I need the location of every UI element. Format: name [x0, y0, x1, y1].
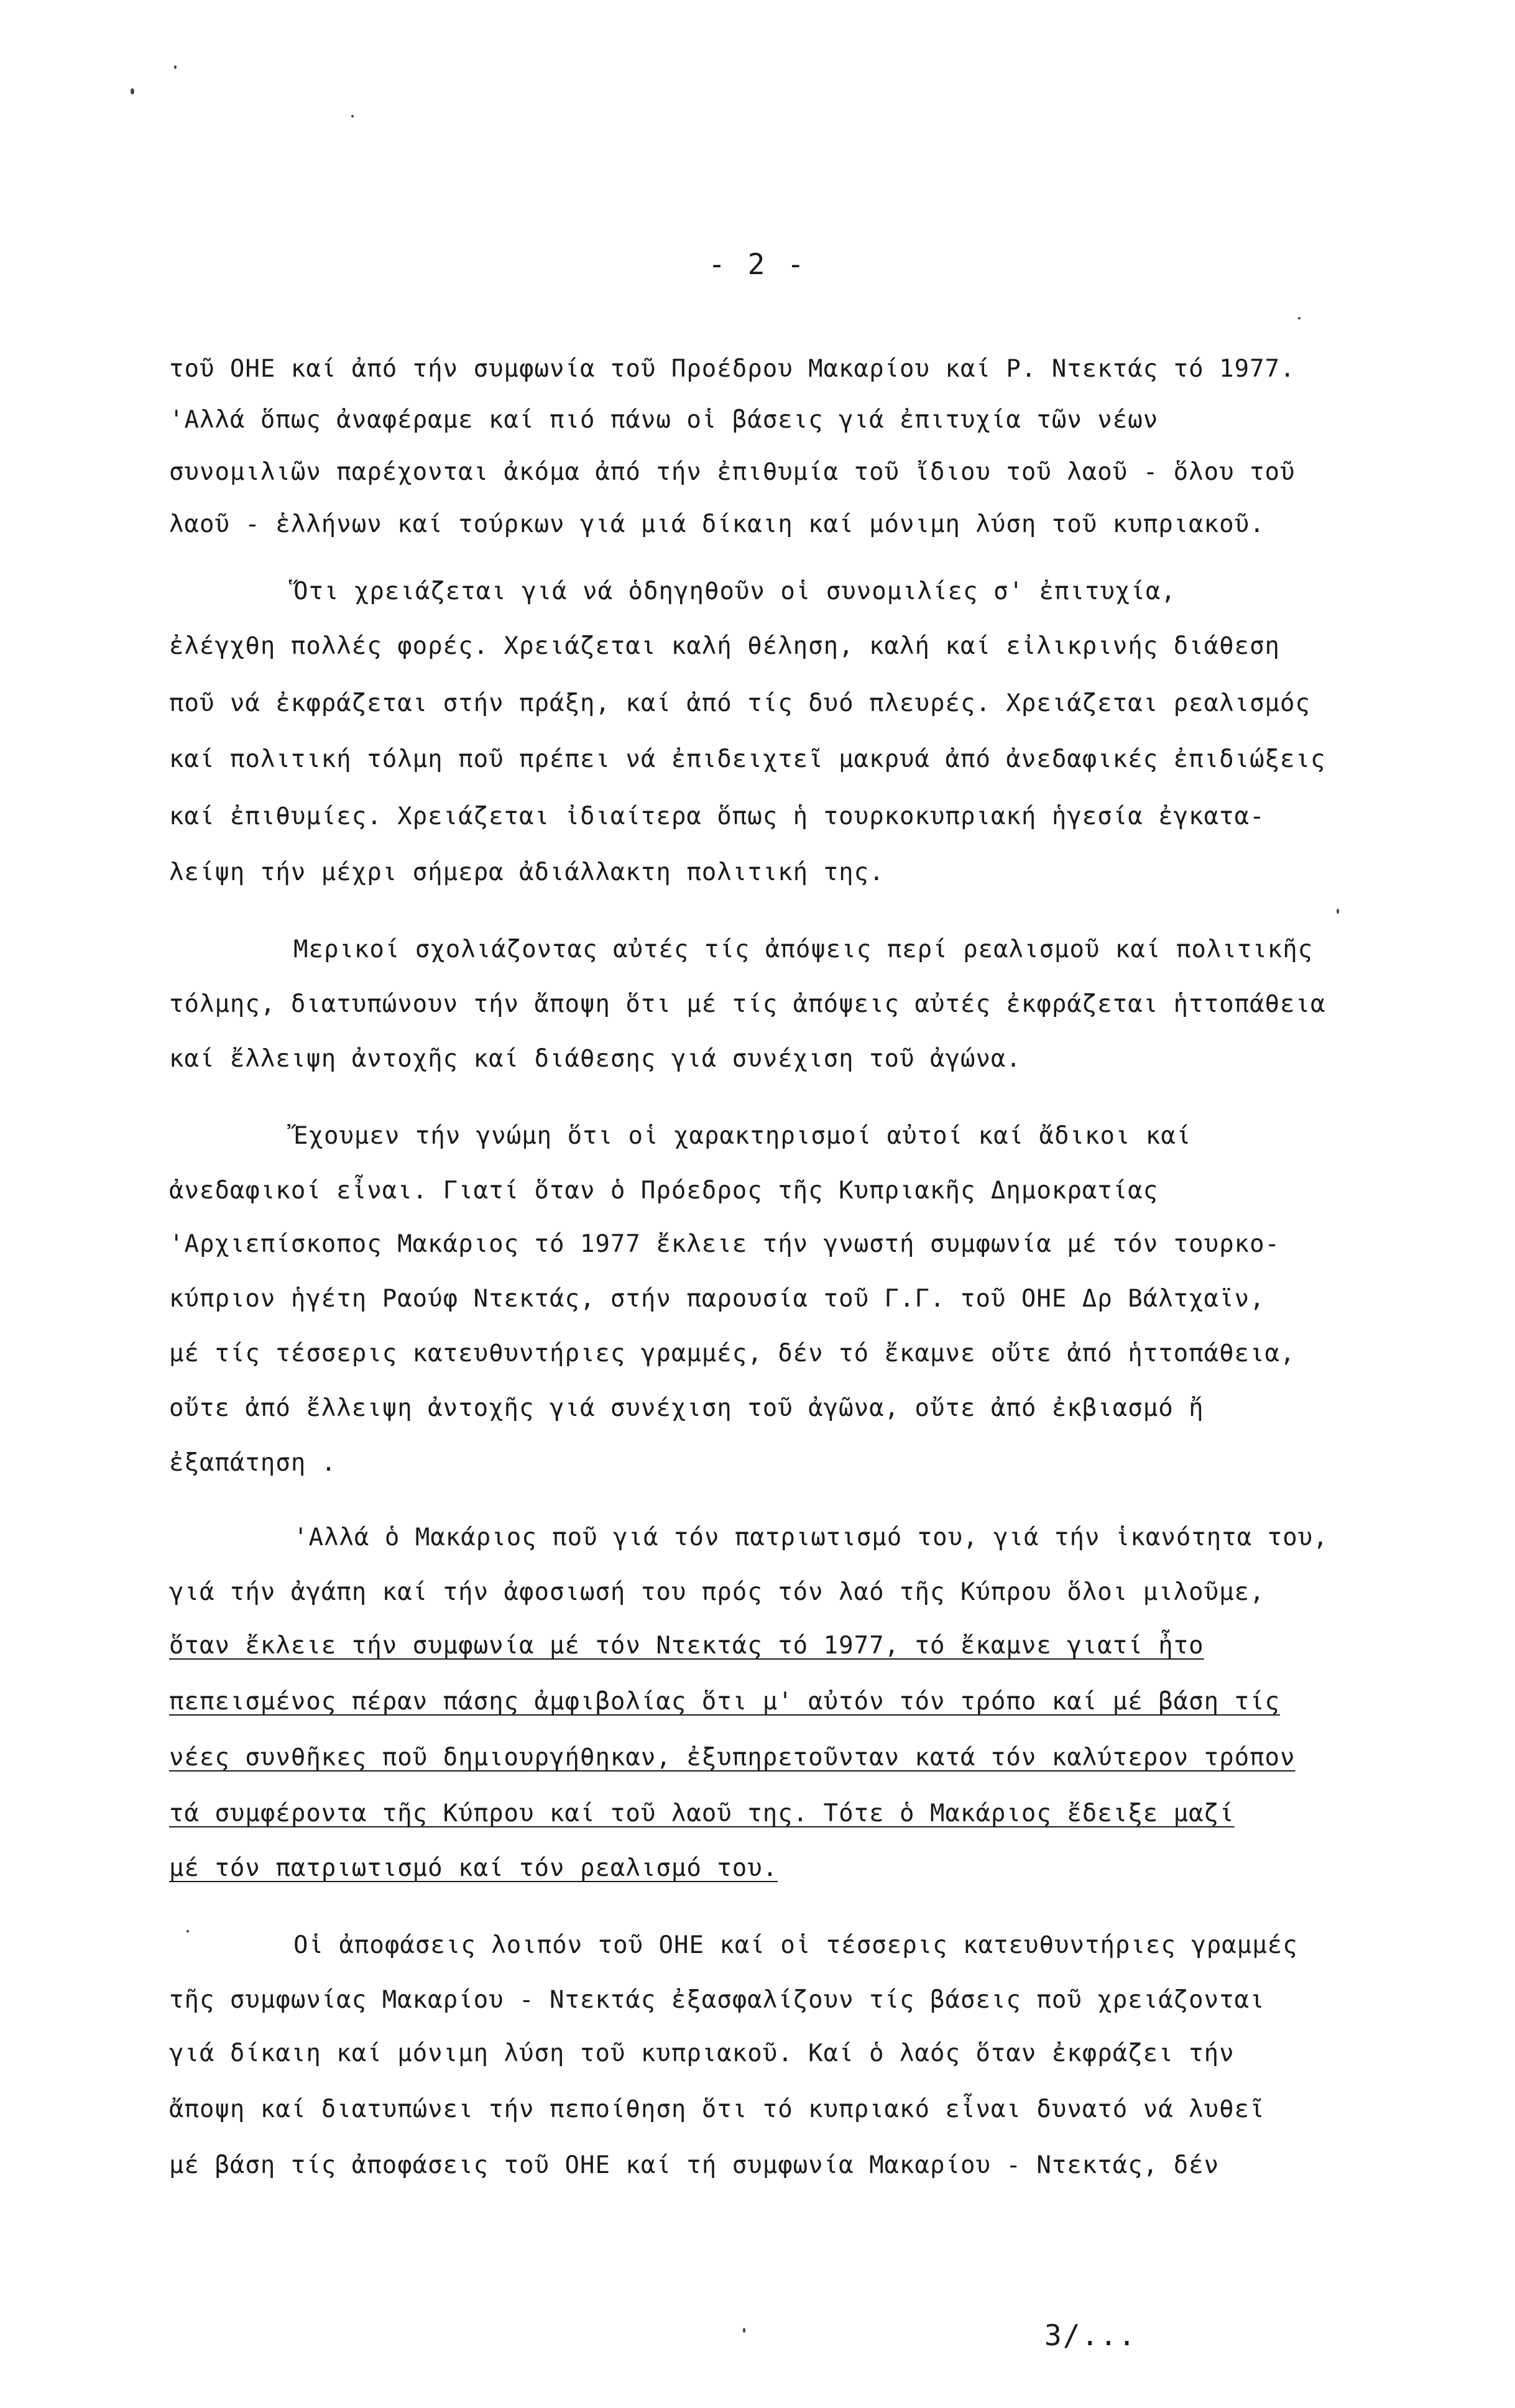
page-number: - 2 -	[708, 247, 807, 281]
underlined-text: μέ τόν πατριωτισμό καί τόν ρεαλισμό του.	[169, 1854, 778, 1882]
scan-speck	[131, 88, 134, 94]
text-line: 'Αλλά ὅπως ἀναφέραμε καί πιό πάνω οἱ βάσεις γιά ἐπιτυχία τῶν νέων	[169, 406, 1159, 434]
text-line: ἐλέγχθη πολλές φορές. Χρειάζεται καλή θέληση, καλή καί εἰλικρινής διάθεση	[169, 632, 1281, 660]
text-line: 'Αλλά ὁ Μακάριος ποῦ γιά τόν πατριωτισμό του, γιά τήν ἱκανότητα του,	[293, 1523, 1329, 1551]
underlined-text: ὅταν ἔκλειε τήν συμφωνία μέ τόν Ντεκτάς τό 1977, τό ἔκαμνε γιατί ἦτο	[169, 1632, 1204, 1660]
underlined-line	[169, 1743, 1296, 1773]
underlined-line	[169, 1631, 1204, 1661]
scan-speck	[1298, 317, 1301, 319]
text-line: τόλμης, διατυπώνουν τήν ἄποψη ὅτι μέ τίς ἀπόψεις αὐτές ἐκφράζεται ἡττοπάθεια	[169, 990, 1326, 1018]
scan-speck	[351, 115, 354, 117]
text-line: μέ τίς τέσσερις κατευθυντήριες γραμμές, δέν τό ἔκαμνε οὔτε ἀπό ἡττοπάθεια,	[169, 1340, 1296, 1367]
scan-speck	[1337, 909, 1339, 914]
text-line: καί ἔλλειψη ἀντοχῆς καί διάθεσης γιά συνέχιση τοῦ ἀγώνα.	[169, 1045, 1021, 1073]
text-line: Οἱ ἀποφάσεις λοιπόν τοῦ ΟΗΕ καί οἱ τέσσερις κατευθυντήριες γραμμές	[293, 1931, 1298, 1959]
text-line: λείψη τήν μέχρι σήμερα ἀδιάλλακτη πολιτική της.	[169, 858, 885, 886]
text-line: ἀνεδαφικοί εἶναι. Γιατί ὅταν ὁ Πρόεδρος τῆς Κυπριακῆς Δημοκρατίας	[169, 1177, 1159, 1205]
text-line: ἐξαπάτηση .	[169, 1449, 337, 1477]
text-line: ἄποψη καί διατυπώνει τήν πεποίθηση ὅτι τό κυπριακό εἶναι δυνατό νά λυθεῖ	[169, 2095, 1265, 2123]
text-line: γιά δίκαιη καί μόνιμη λύση τοῦ κυπριακοῦ. Καί ὁ λαός ὅταν ἐκφράζει τήν	[169, 2039, 1235, 2067]
underlined-line	[169, 1799, 1235, 1829]
continuation-marker: 3/...	[1044, 2318, 1137, 2352]
scan-speck	[743, 2328, 745, 2333]
underlined-text: πεπεισμένος πέραν πάσης ἀμφιβολίας ὅτι μ' αὐτόν τόν τρόπο καί μέ βάση τίς	[169, 1688, 1281, 1716]
underlined-line	[169, 1854, 778, 1883]
text-line: τοῦ ΟΗΕ καί ἀπό τήν συμφωνία τοῦ Προέδρου Μακαρίου καί Ρ. Ντεκτάς τό 1977.	[169, 355, 1296, 383]
text-line: Μερικοί σχολιάζοντας αὐτές τίς ἀπόψεις περί ρεαλισμοῦ καί πολιτικῆς	[293, 935, 1314, 963]
scan-speck	[186, 1930, 189, 1932]
underlined-line	[169, 1687, 1280, 1717]
text-line: μέ βάση τίς ἀποφάσεις τοῦ ΟΗΕ καί τή συμφωνία Μακαρίου - Ντεκτάς, δέν	[169, 2151, 1220, 2179]
scan-speck	[174, 65, 177, 69]
text-line: συνομιλιῶν παρέχονται ἀκόμα ἀπό τήν ἐπιθυμία τοῦ ἴδιου τοῦ λαοῦ - ὅλου τοῦ	[169, 458, 1296, 486]
text-line: ποῦ νά ἐκφράζεται στήν πράξη, καί ἀπό τίς δυό πλευρές. Χρειάζεται ρεαλισμός	[169, 689, 1310, 717]
text-line: καί πολιτική τόλμη ποῦ πρέπει νά ἐπιδειχτεῖ μακρυά ἀπό ἀνεδαφικές ἐπιδιώξεις	[169, 745, 1326, 773]
text-line: 'Αρχιεπίσκοπος Μακάριος τό 1977 ἔκλειε τήν γνωστή συμφωνία μέ τόν τουρκο-	[169, 1230, 1281, 1258]
text-line: καί ἐπιθυμίες. Χρειάζεται ἰδιαίτερα ὅπως ἡ τουρκοκυπριακή ἡγεσία ἐγκατα-	[169, 802, 1265, 830]
text-line: Ὅτι χρειάζεται γιά νά ὁδηγηθοῦν οἱ συνομιλίες σ' ἐπιτυχία,	[293, 577, 1176, 605]
text-line: τῆς συμφωνίας Μακαρίου - Ντεκτάς ἐξασφαλίζουν τίς βάσεις ποῦ χρειάζονται	[169, 1986, 1265, 2014]
underlined-text: τά συμφέροντα τῆς Κύπρου καί τοῦ λαοῦ της. Τότε ὁ Μακάριος ἔδειξε μαζί	[169, 1799, 1235, 1827]
underlined-text: νέες συνθῆκες ποῦ δημιουργήθηκαν, ἐξυπηρετοῦνταν κατά τόν καλύτερον τρόπον	[169, 1744, 1296, 1772]
text-line: λαοῦ - ἑλλήνων καί τούρκων γιά μιά δίκαιη καί μόνιμη λύση τοῦ κυπριακοῦ.	[169, 510, 1265, 538]
text-line: Ἔχουμεν τήν γνώμη ὅτι οἱ χαρακτηρισμοί αὐτοί καί ἄδικοι καί	[293, 1122, 1192, 1150]
text-line: γιά τήν ἀγάπη καί τήν ἀφοσιωσή του πρός τόν λαό τῆς Κύπρου ὅλοι μιλοῦμε,	[169, 1578, 1265, 1606]
text-line: κύπριον ἡγέτη Ραούφ Ντεκτάς, στήν παρουσία τοῦ Γ.Γ. τοῦ ΟΗΕ Δρ Βάλτχαϊν,	[169, 1285, 1265, 1313]
text-line: οὔτε ἀπό ἔλλειψη ἀντοχῆς γιά συνέχιση τοῦ ἀγῶνα, οὔτε ἀπό ἐκβιασμό ἤ	[169, 1394, 1204, 1422]
